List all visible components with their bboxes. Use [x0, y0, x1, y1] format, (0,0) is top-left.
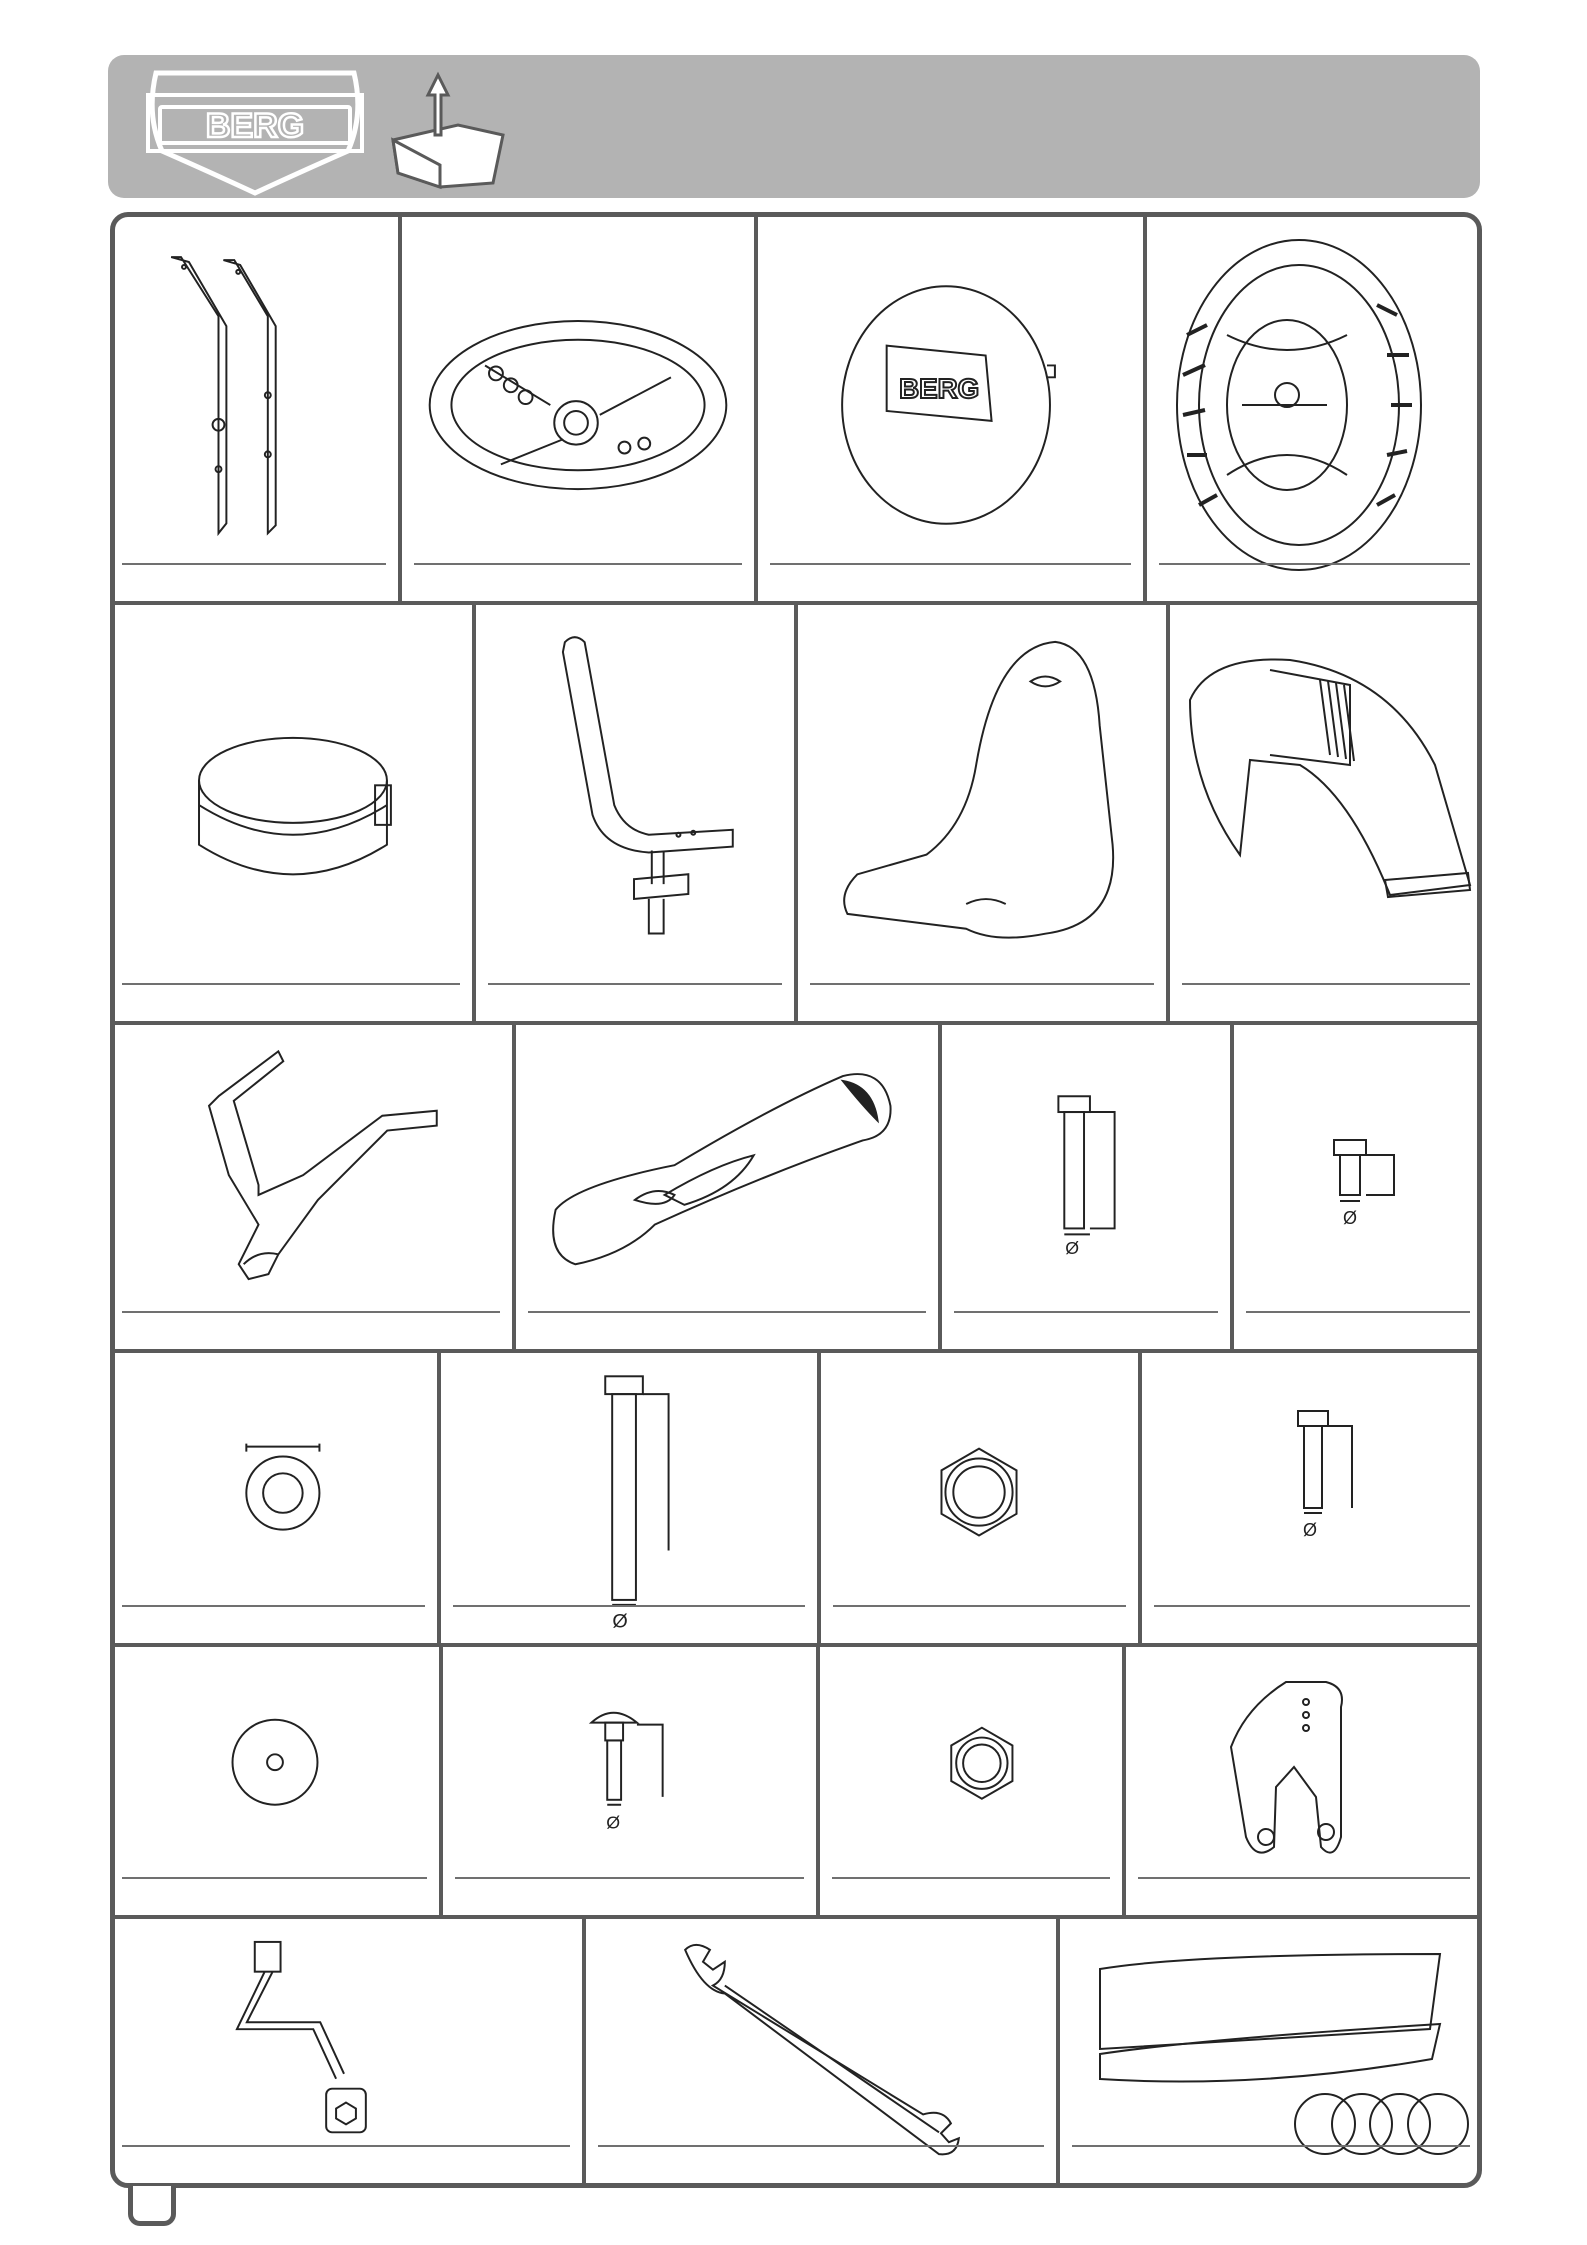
parts-row-3 [110, 1025, 1482, 1349]
bolt-extra-long-icon [441, 1353, 817, 1643]
part-label-line [414, 563, 742, 565]
flat-washer-icon [110, 1647, 439, 1915]
part-label-line [455, 1877, 804, 1879]
part-label-line [770, 563, 1131, 565]
part-cell [402, 215, 758, 601]
part-cell [1060, 1919, 1482, 2183]
part-label-line [122, 983, 460, 985]
foot-bracket-icon [110, 1025, 512, 1349]
part-label-line [122, 563, 386, 565]
part-cell [110, 1025, 516, 1349]
part-cell [110, 1353, 441, 1643]
wheel-tire-icon [1147, 215, 1482, 601]
wheel-cap-icon [758, 215, 1143, 601]
svg-text:BERG: BERG [205, 107, 305, 145]
carriage-bolt-icon [443, 1647, 816, 1915]
bolt-medium-icon [1142, 1353, 1482, 1643]
parts-row-1 [110, 215, 1482, 601]
svg-text:Ø: Ø [1065, 1238, 1080, 1259]
part-cell [1147, 215, 1482, 601]
seat-icon [798, 605, 1166, 1021]
part-label-line [832, 1877, 1110, 1879]
parts-row-5 [110, 1647, 1482, 1915]
part-label-line [810, 983, 1154, 985]
svg-text:BERG: BERG [899, 373, 980, 405]
part-cell [1126, 1647, 1482, 1915]
mudguard-icon [1170, 605, 1482, 1021]
bolt-long-icon [942, 1025, 1230, 1349]
part-cell [820, 1647, 1126, 1915]
part-cell [798, 605, 1170, 1021]
svg-text:Ø: Ø [1342, 1208, 1358, 1228]
part-label-line [453, 1605, 805, 1607]
parts-row-2 [110, 605, 1482, 1021]
part-label-line [122, 2145, 570, 2147]
part-cell [586, 1919, 1060, 2183]
side-cover-icon [516, 1025, 938, 1349]
part-cell [1142, 1353, 1482, 1643]
header-bar [108, 55, 1480, 198]
frame-tab [128, 2186, 176, 2226]
part-label-line [954, 1311, 1218, 1313]
part-label-line [122, 1605, 425, 1607]
part-cell [110, 215, 402, 601]
sticker-sheet-icon [1060, 1919, 1482, 2183]
fork-bracket-icon [1126, 1647, 1482, 1915]
part-cell [443, 1647, 820, 1915]
part-cell [110, 1647, 443, 1915]
part-label-line [598, 2145, 1044, 2147]
part-label-line [528, 1311, 926, 1313]
small-nut-icon [820, 1647, 1122, 1915]
bolt-short-icon [1234, 1025, 1482, 1349]
part-label-line [1182, 983, 1470, 985]
steering-wheel-icon [402, 215, 754, 601]
parts-row-4 [110, 1353, 1482, 1643]
part-label-line [1159, 563, 1470, 565]
part-label-line [1072, 2145, 1470, 2147]
part-label-line [1246, 1311, 1470, 1313]
crank-tool-icon [110, 1919, 582, 2183]
part-label-line [122, 1877, 427, 1879]
part-cell [942, 1025, 1234, 1349]
parts-row-6 [110, 1919, 1482, 2183]
hex-nut-icon [821, 1353, 1138, 1643]
box-open-arrow-icon [393, 75, 503, 187]
wrench-icon [586, 1919, 1056, 2183]
seat-bracket-icon [476, 605, 794, 1021]
part-cell [441, 1353, 821, 1643]
svg-text:Ø: Ø [606, 1812, 621, 1833]
part-label-line [122, 1311, 500, 1313]
part-cell [821, 1353, 1142, 1643]
part-label-line [488, 983, 782, 985]
part-cell [1170, 605, 1482, 1021]
part-cell [110, 1919, 586, 2183]
part-label-line [1154, 1605, 1470, 1607]
part-label-line [833, 1605, 1126, 1607]
part-cell [476, 605, 798, 1021]
svg-text:Ø: Ø [1302, 1520, 1318, 1540]
steering-bracket-icon [110, 215, 398, 601]
part-cell [1234, 1025, 1482, 1349]
part-cell [758, 215, 1147, 601]
hub-cap-icon [110, 605, 472, 1021]
part-cell [516, 1025, 942, 1349]
part-cell [110, 605, 476, 1021]
brand-logo [148, 73, 362, 193]
part-label-line [1138, 1877, 1470, 1879]
svg-text:Ø: Ø [612, 1610, 628, 1633]
washer-icon [110, 1353, 437, 1643]
